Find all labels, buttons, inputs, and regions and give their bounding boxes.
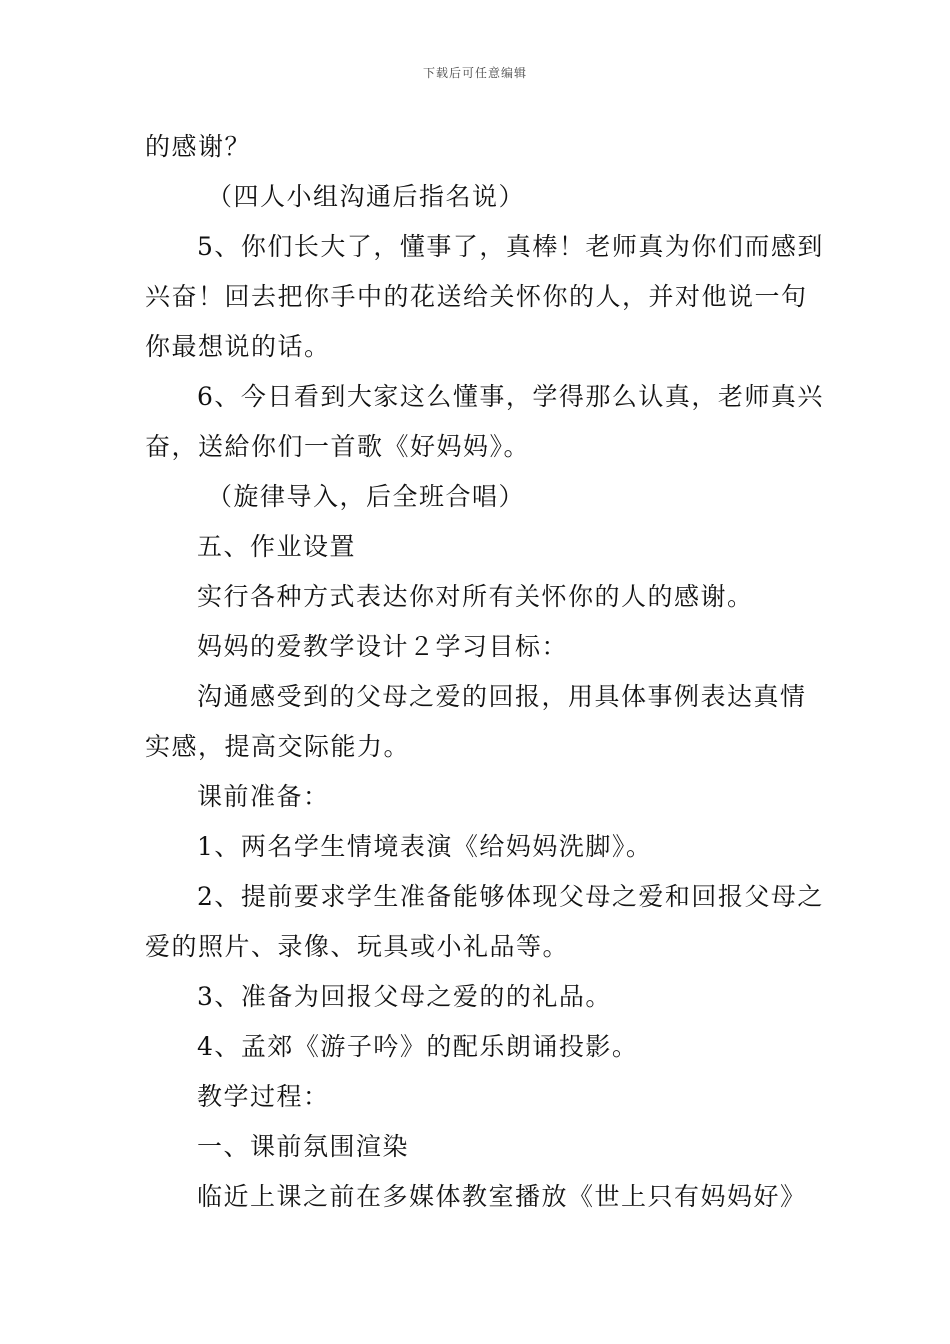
text-line: （四人小组沟通后指名说） [207, 182, 526, 211]
text-line: 沟通感受到的父母之爱的回报，用具体事例表达真情 [197, 682, 807, 711]
text-line: 1、两名学生情境表演《给妈妈洗脚》。 [197, 832, 653, 861]
page-header: 下载后可任意编辑 [422, 66, 527, 80]
text-line: 6、今日看到大家这么懂事，学得那么认真，老师真兴 [197, 382, 824, 411]
text-line: 实行各种方式表达你对所有关怀你的人的感谢。 [197, 582, 754, 611]
text-line: 的感谢？ [145, 132, 252, 161]
text-line: 奋，送給你们一首歌《好妈妈》。 [145, 432, 531, 461]
text-line: 2、提前要求学生准备能够体现父母之爱和回报父母之 [197, 882, 824, 911]
section-heading: 五、作业设置 [197, 532, 357, 561]
section-heading: 教学过程： [197, 1082, 330, 1111]
text-line: 实感，提高交际能力。 [145, 732, 411, 761]
text-line: 5、你们长大了，懂事了，真棒！老师真为你们而感到 [197, 232, 824, 261]
text-line: 爱的照片、录像、玩具或小礼品等。 [145, 932, 570, 961]
text-line: 4、孟郊《游子吟》的配乐朗诵投影。 [197, 1032, 639, 1061]
text-line: 兴奋！回去把你手中的花送给关怀你的人，并对他说一句 [145, 282, 808, 311]
section-heading: 一、课前氛围渲染 [197, 1132, 410, 1161]
section-heading: 课前准备： [197, 782, 330, 811]
text-line: 妈妈的爱教学设计２学习目标： [197, 632, 569, 661]
text-line: （旋律导入，后全班合唱） [207, 482, 526, 511]
text-line: 3、准备为回报父母之爱的的礼品。 [197, 982, 612, 1011]
text-line: 你最想说的话。 [145, 332, 331, 361]
document-body [145, 122, 824, 1222]
text-line: 临近上课之前在多媒体教室播放《世上只有妈妈好》 [197, 1182, 807, 1211]
